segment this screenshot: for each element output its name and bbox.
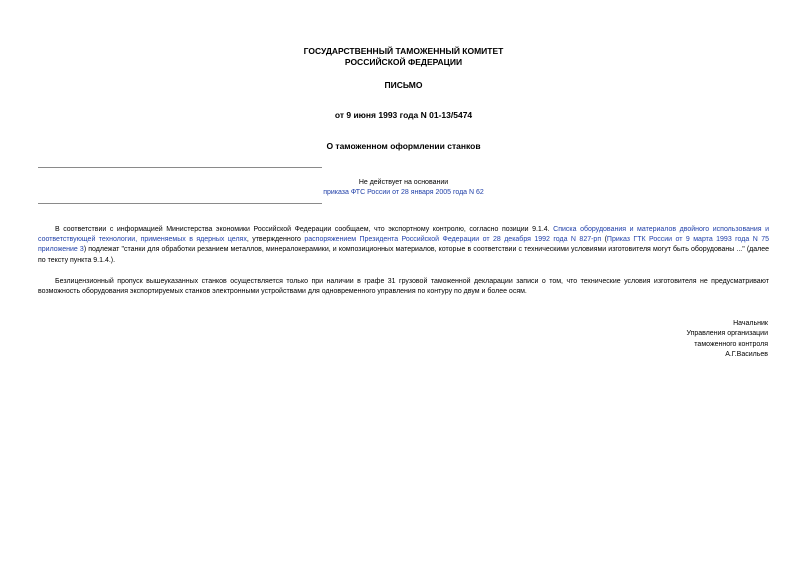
para1-text-2: , утвержденного bbox=[246, 236, 305, 244]
signature-name: А.Г.Васильев bbox=[725, 351, 768, 359]
presidential-order-link[interactable]: распоряжением Президента Российской Федерации от 28 декабря 1992 года N 827-рп bbox=[304, 236, 602, 244]
issuer-line-2: РОССИЙСКОЙ ФЕДЕРАЦИИ bbox=[344, 57, 463, 67]
status-note bbox=[300, 178, 507, 198]
status-text: Не действует на основании bbox=[358, 179, 449, 186]
signature-line-1: Начальник bbox=[733, 320, 768, 327]
divider-top bbox=[38, 167, 322, 168]
document-type: ПИСЬМО bbox=[384, 80, 423, 90]
divider-bottom bbox=[38, 203, 322, 204]
dual-use-list-link[interactable]: Списка оборудования и материалов двойного использования и соответствующей технологии, применяемых в ядерных целях bbox=[38, 226, 769, 244]
para1-text-1: В соответствии с информацией Министерства экономики Российской Федерации сообщаем, что экспортному контролю, согласно позиции 9.1.4. bbox=[55, 226, 554, 233]
document-date-number: от 9 июня 1993 года N 01-13/5474 bbox=[334, 110, 473, 120]
signature-block bbox=[686, 319, 768, 361]
signature-line-3: таможенного контроля bbox=[694, 340, 768, 348]
body-paragraph-1 bbox=[38, 225, 769, 266]
issuer-line-1: ГОСУДАРСТВЕННЫЙ ТАМОЖЕННЫЙ КОМИТЕТ bbox=[303, 46, 504, 56]
status-link[interactable]: приказа ФТС России от 28 января 2005 года N 62 bbox=[323, 189, 484, 196]
signature-line-2: Управления организации bbox=[686, 330, 768, 338]
para1-text-4: ) подлежат "станки для обработки резанием металлов, минералокерамики, и композиционных материалов, которые в соответствии с техническими условиями изготовителя могут быть оборудованы ..." (далее по тексту пункта 9.1.4.). bbox=[38, 246, 769, 264]
document-title: О таможенном оформлении станков bbox=[326, 141, 481, 151]
issuer-heading bbox=[0, 46, 807, 68]
body-paragraph-2: Безлицензионный пропуск вышеуказанных станков осуществляется только при наличии в графе 31 грузовой таможенной декларации записи о том, что технические условия изготовителя не предусматривают возможность оборудования экспортируемых станков электронными устройствами для одновременного управления по контуру по двум и более осям. bbox=[38, 278, 769, 296]
para1-text-3: ( bbox=[601, 236, 607, 244]
gtk-order-link[interactable]: Приказ ГТК России от 9 марта 1993 года N 75 приложение 3 bbox=[38, 236, 770, 254]
